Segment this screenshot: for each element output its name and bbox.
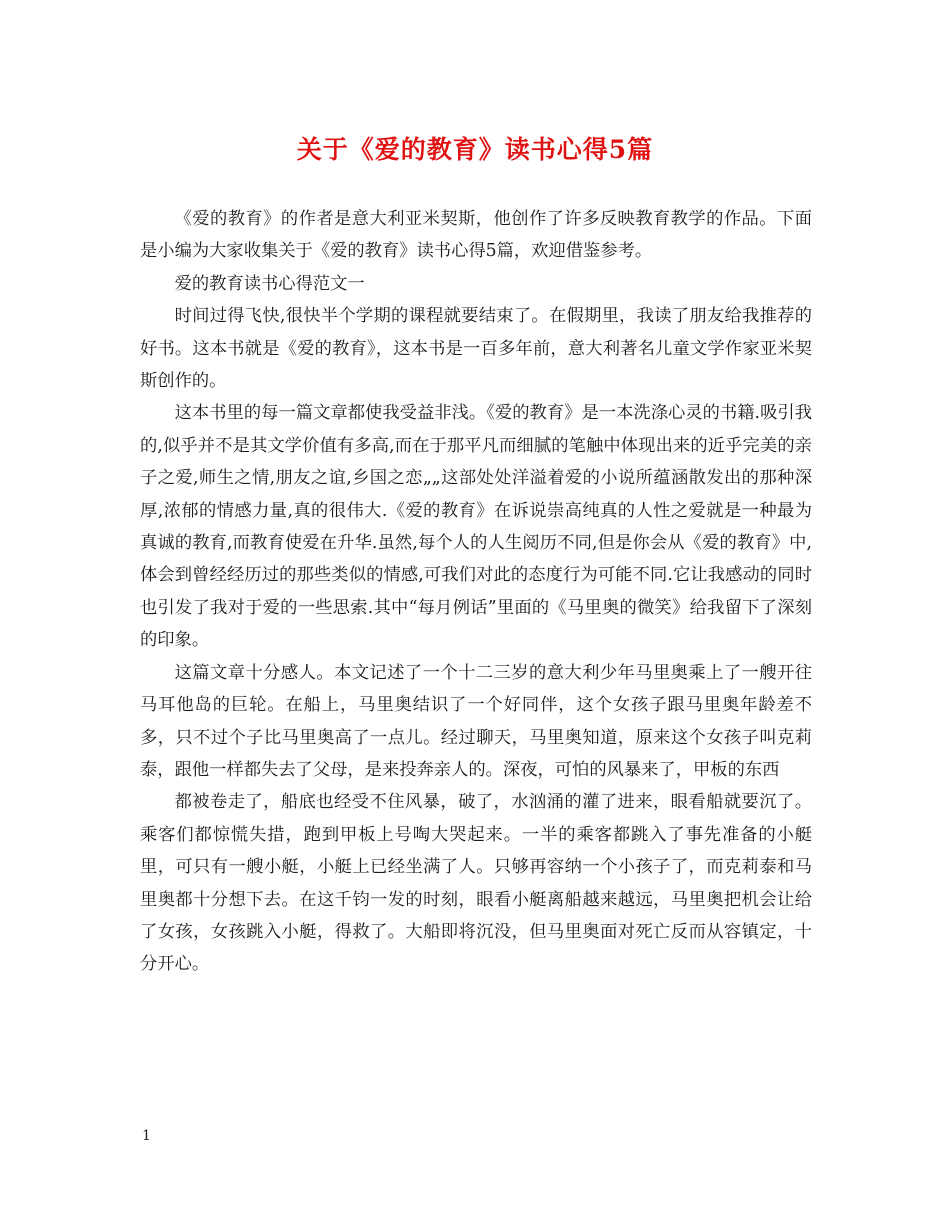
body-paragraph: 这本书里的每一篇文章都使我受益非浅。《爱的教育》是一本洗涤心灵的书籍.吸引我的,似乎并不是其文学价值有多高,而在于那平凡而细腻的笔触中体现出来的近乎完美的亲子之爱,师生之情,朋友之谊,乡国之恋„„这部处处洋溢着爱的小说所蕴涵散发出的那种深厚,浓郁的情感力量,真的很伟大.《爱的教育》在诉说崇高纯真的人性之爱就是一种最为真诚的教育,而教育使爱在升华.虽然,每个人的人生阅历不同,但是你会从《爱的教育》中,体会到曾经经历过的那些类似的情感,可我们对此的态度行为可能不同.它让我感动的同时也引发了我对于爱的一些思索.其中“每月例话”里面的《马里奥的微笑》给我留下了深刻的印象。	[140, 403, 812, 651]
body-paragraph: 都被卷走了，船底也经受不住风暴，破了，水汹涌的灌了进来，眼看船就要沉了。乘客们都惊慌失措，跑到甲板上号啕大哭起来。一半的乘客都跳入了事先准备的小艇里，可只有一艘小艇，小艇上已经坐满了人。只够再容纳一个小孩子了，而克莉泰和马里奥都十分想下去。在这千钧一发的时刻，眼看小艇离船越来越远，马里奥把机会让给了女孩，女孩跳入小艇，得救了。大船即将沉没，但马里奥面对死亡反而从容镇定，十分开心。	[140, 792, 812, 975]
document-body	[140, 203, 812, 981]
section-heading: 爱的教育读书心得范文一	[174, 273, 365, 294]
document-title: 关于《爱的教育》读书心得5篇	[296, 135, 654, 164]
page-number: 1	[142, 1128, 151, 1144]
intro-paragraph: 《爱的教育》的作者是意大利亚米契斯，他创作了许多反映教育教学的作品。下面是小编为大家收集关于《爱的教育》读书心得5篇，欢迎借鉴参考。	[140, 209, 812, 262]
body-paragraph: 这篇文章十分感人。本文记述了一个十二三岁的意大利少年马里奥乘上了一艘开往马耳他岛的巨轮。在船上，马里奥结识了一个好同伴，这个女孩子跟马里奥年龄差不多，只不过个子比马里奥高了一点儿。经过聊天，马里奥知道，原来这个女孩子叫克莉泰，跟他一样都失去了父母，是来投奔亲人的。深夜，可怕的风暴来了，甲板的东西	[140, 662, 812, 780]
body-paragraph: 时间过得飞快,很快半个学期的课程就要结束了。在假期里，我读了朋友给我推荐的好书。这本书就是《爱的教育》，这本书是一百多年前，意大利著名儿童文学作家亚米契斯创作的。	[140, 306, 812, 392]
